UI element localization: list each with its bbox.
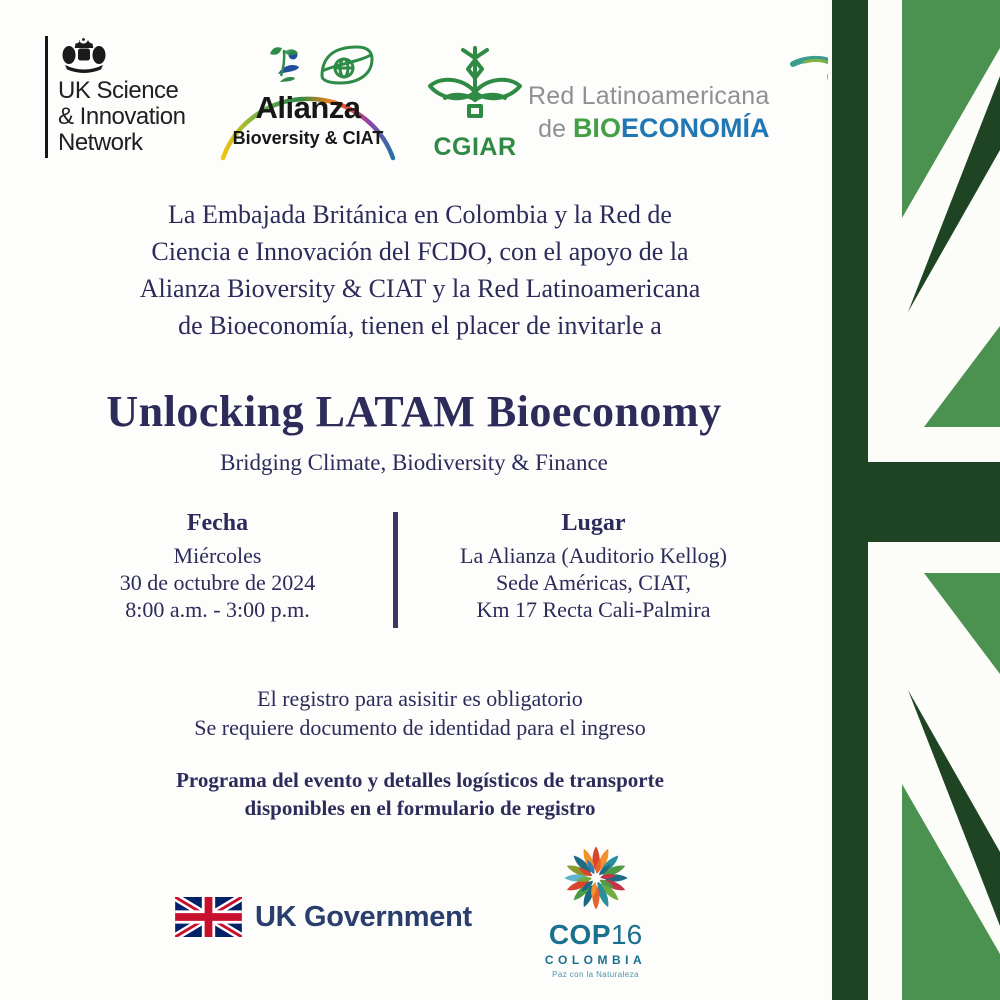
cgiar-logo — [422, 44, 528, 162]
event-subtitle: Bridging Climate, Biodiversity & Finance — [220, 450, 608, 475]
green-union-jack-band — [828, 0, 1000, 1000]
location-block — [408, 510, 780, 628]
alianza-bioversity-ciat-logo — [216, 40, 400, 164]
intro-line-4: de Bioeconomía, tienen el placer de invitarle a — [178, 311, 662, 340]
location-line-1: La Alianza (Auditorio Kellog) — [460, 543, 727, 568]
intro-paragraph — [14, 196, 826, 344]
alianza-title: Alianza — [255, 90, 361, 125]
date-line-2: 30 de octubre de 2024 — [119, 570, 316, 595]
uksin-line-3: Network — [58, 129, 143, 156]
date-block — [53, 510, 383, 628]
program-note — [14, 766, 826, 822]
redlatam-line-1: Red Latinoamericana — [528, 82, 770, 110]
cop16-number: 16 — [611, 919, 643, 950]
redlatam-bio: BIO — [572, 113, 621, 143]
uk-government-logo — [175, 897, 472, 937]
program-line-2: disponibles en el formulario de registro — [244, 796, 596, 820]
plant-person-icon — [270, 47, 299, 82]
event-details — [40, 510, 792, 628]
royal-crest-icon — [58, 36, 110, 76]
location-header: Lugar — [561, 510, 626, 536]
union-jack-icon — [175, 897, 242, 937]
location-line-2: Sede Américas, CIAT, — [495, 570, 692, 595]
cop16-tagline: Paz con la Naturaleza — [552, 970, 639, 979]
intro-line-1: La Embajada Británica en Colombia y la Red de — [168, 200, 672, 229]
cgiar-label: CGIAR — [433, 133, 517, 161]
intro-line-2: Ciencia e Innovación del FCDO, con el apoyo de la — [151, 237, 689, 266]
registration-note — [14, 684, 826, 742]
registration-line-1: El registro para asisitir es obligatorio — [257, 686, 583, 711]
redlatam-economia: ECONOMÍA — [620, 113, 770, 143]
date-line-3: 8:00 a.m. - 3:00 p.m. — [125, 597, 310, 622]
cop16-wordmark — [518, 921, 673, 949]
date-header: Fecha — [186, 510, 249, 536]
uk-science-innovation-network-logo — [45, 36, 185, 158]
uk-government-label: UK Government — [255, 900, 472, 933]
leaf-globe-icon — [322, 47, 372, 83]
cop16-cop: COP — [548, 919, 612, 950]
redlatam-de: de — [538, 115, 573, 143]
cop16-logo — [518, 840, 673, 979]
redlatam-line-2 — [528, 113, 769, 144]
registration-line-2: Se requiere documento de identidad para el ingreso — [194, 715, 646, 740]
event-title: Unlocking LATAM Bioeconomy — [106, 387, 722, 436]
intro-line-3: Alianza Bioversity & CIAT y la Red Latinoamericana — [139, 274, 701, 303]
date-line-1: Miércoles — [173, 543, 262, 568]
uksin-line-2: & Innovation — [58, 103, 186, 130]
program-line-1: Programa del evento y detalles logísticos de transporte — [176, 768, 664, 792]
location-line-3: Km 17 Recta Cali-Palmira — [476, 597, 711, 622]
logo-divider-rule — [45, 36, 48, 158]
wheat-wings-icon — [425, 44, 525, 126]
cop16-country: COLOMBIA — [544, 953, 647, 967]
uksin-line-1: UK Science — [58, 77, 179, 104]
vertical-divider — [393, 512, 398, 628]
cop16-flower-icon — [541, 840, 651, 918]
red-latinoamericana-bioeconomia-logo — [528, 54, 853, 158]
alianza-subtitle: Bioversity & CIAT — [232, 128, 384, 148]
